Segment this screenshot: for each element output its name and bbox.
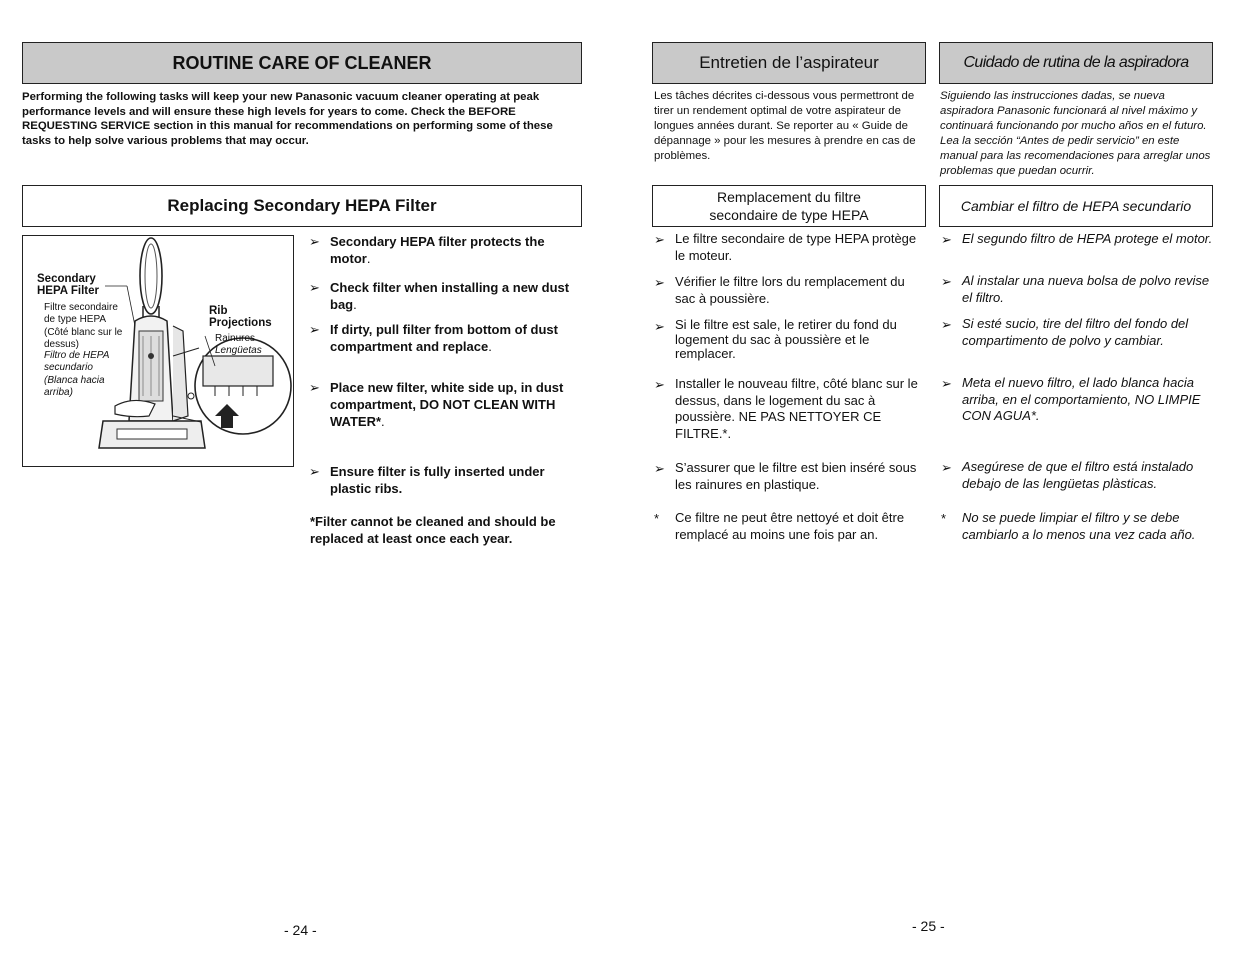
arrow-bullet-icon: ➢: [941, 274, 952, 289]
arrow-bullet-icon: ➢: [941, 376, 952, 391]
arrow-bullet-icon: ➢: [941, 460, 952, 475]
list-item: ➢ Meta el nuevo filtro, el lado blanca hacia arriba, en el comportamiento, NO LIMPIE CON AGUA*.: [941, 375, 1201, 423]
list-item: ➢ Secondary HEPA filter protects the motor.: [309, 234, 545, 266]
page-title: ROUTINE CARE OF CLEANER: [172, 52, 432, 73]
hepa-filter-figure: [22, 235, 294, 467]
english-intro: Performing the following tasks will keep your new Panasonic vacuum cleaner operating at peak performance levels and will ensure these high levels for years to come. Check the BEFORE REQUESTING SERVICE section in this manual for recommendations on performing some of these tasks to help solve various problems that may occur.: [22, 91, 553, 147]
list-item: ➢ Vérifier le filtre lors du remplacement du sac à poussière.: [654, 274, 905, 306]
arrow-bullet-icon: ➢: [654, 232, 665, 247]
list-item: ➢ Al instalar una nueva bolsa de polvo revise el filtro.: [941, 273, 1210, 305]
arrow-bullet-icon: ➢: [309, 280, 320, 295]
english-section-box: [22, 185, 582, 227]
label-secondary-hepa-filter-fr: Filtre secondaire de type HEPA (Côté blanc sur le dessus): [44, 302, 123, 351]
label-rib-projections-es: Lengüetas: [215, 345, 262, 356]
page-number-left: - 24 -: [284, 922, 317, 938]
footnote: *Filter cannot be cleaned and should be replaced at least once each year.: [310, 514, 556, 546]
list-item: ➢ Installer le nouveau filtre, côté blanc sur le dessus, dans le logement du sac à poussière. NE PAS NETTOYER CE FILTRE.*.: [654, 376, 918, 441]
french-intro: Les tâches décrites ci-dessous vous permettront de tirer un rendement optimal de votre aspirateur de longues années durant. Se reporter au « Guide de dépannage » pour les mesures à prendre en cas de problèmes.: [654, 90, 916, 162]
label-rib-projections: Rib Projections: [209, 305, 272, 330]
arrow-bullet-icon: ➢: [654, 319, 665, 334]
list-item: ➢ Check filter when installing a new dust bag.: [309, 280, 570, 312]
spanish-title-box: [939, 42, 1213, 84]
footnote: * No se puede limpiar el filtro y se debe cambiarlo a lo menos una vez cada año.: [941, 510, 1196, 542]
french-section-box: [652, 185, 926, 227]
footnote: * Ce filtre ne peut être nettoyé et doit être remplacé au moins une fois par an.: [654, 510, 905, 542]
list-item: ➢ Asegúrese de que el filtro está instalado debajo de las lengüetas plàsticas.: [941, 459, 1194, 491]
arrow-bullet-icon: ➢: [941, 317, 952, 332]
spanish-section-title: Cambiar el filtro de HEPA secundario: [960, 198, 1192, 214]
list-item: ➢ El segundo filtro de HEPA protege el motor.: [941, 231, 1213, 247]
spanish-section-box: [939, 185, 1213, 227]
list-item: ➢ S’assurer que le filtre est bien inséré sous les rainures en plastique.: [654, 460, 917, 492]
page-number-right: - 25 -: [912, 918, 945, 934]
arrow-bullet-icon: ➢: [309, 322, 320, 337]
spanish-title: Cuidado de rutina de la aspiradora: [963, 54, 1189, 71]
list-item: ➢ Place new filter, white side up, in dust compartment, DO NOT CLEAN WITH WATER*.: [309, 380, 564, 429]
arrow-bullet-icon: ➢: [654, 461, 665, 476]
label-secondary-hepa-filter-es: Filtro de HEPA secundario (Blanca hacia arriba): [44, 350, 110, 399]
label-secondary-hepa-filter: Secondary HEPA Filter: [37, 273, 99, 298]
list-item: ➢ Si esté sucio, tire del filtro del fondo del compartimento de polvo y cambiar.: [941, 316, 1189, 348]
french-section-title: Remplacement du filtre secondaire de type HEPA: [709, 189, 869, 223]
french-title-box: [652, 42, 926, 84]
list-item: ➢ Ensure filter is fully inserted under plastic ribs.: [309, 464, 545, 496]
arrow-bullet-icon: ➢: [654, 275, 665, 290]
label-rib-projections-fr: Rainures: [215, 333, 256, 344]
section-title: Replacing Secondary HEPA Filter: [167, 196, 437, 215]
arrow-bullet-icon: ➢: [654, 377, 665, 392]
french-title: Entretien de l’aspirateur: [699, 53, 879, 72]
arrow-bullet-icon: ➢: [309, 234, 320, 249]
list-item: ➢ Le filtre secondaire de type HEPA protège le moteur.: [654, 231, 917, 263]
list-item: ➢ Si le filtre est sale, le retirer du fond du logement du sac à poussière et le remplacer.: [654, 317, 897, 361]
arrow-bullet-icon: ➢: [309, 464, 320, 479]
arrow-bullet-icon: ➢: [941, 232, 952, 247]
english-title-box: [22, 42, 582, 84]
arrow-bullet-icon: ➢: [309, 380, 320, 395]
list-item: ➢ If dirty, pull filter from bottom of dust compartment and replace.: [309, 322, 558, 354]
spanish-intro: Siguiendo las instrucciones dadas, se nueva aspiradora Panasonic funcionará al nivel máximo y continuará funcionando por mucho años en el futuro. Lea la sección “Antes de pedir servicio” en este manual para las recomendaciones para arreglar unos problemas que puedan ocurrir.: [940, 90, 1211, 177]
